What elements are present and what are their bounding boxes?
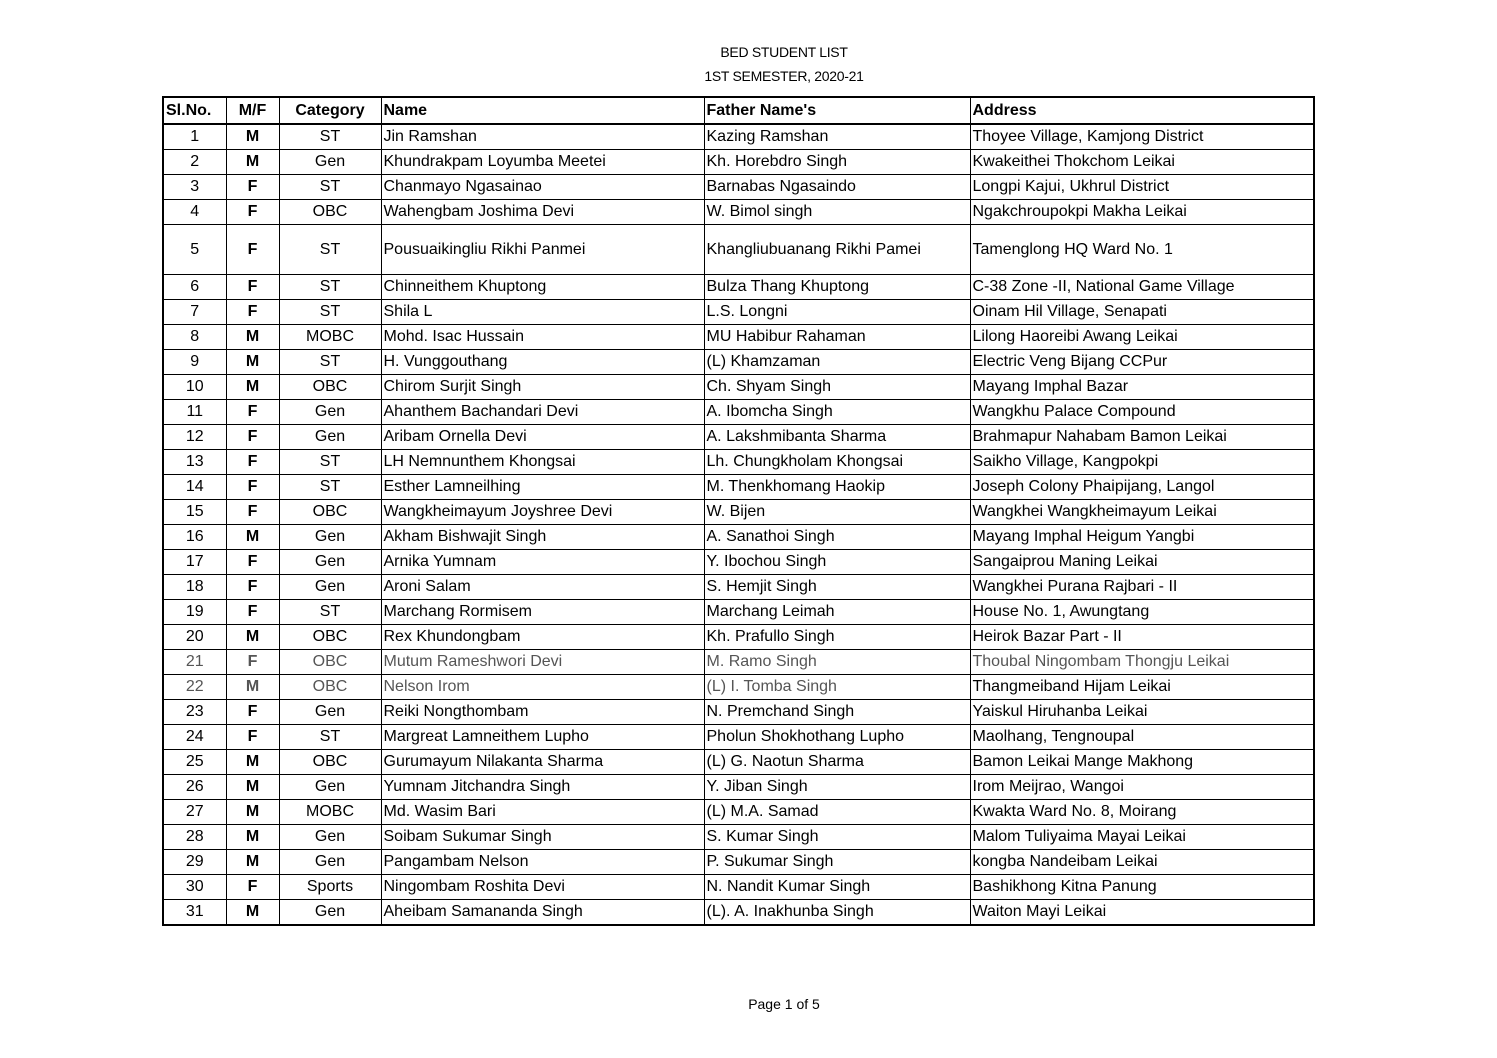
cell-address: Wangkhei Wangkheimayum Leikai: [970, 500, 1314, 525]
cell-category: MOBC: [279, 325, 381, 350]
cell-address: Mayang Imphal Bazar: [970, 375, 1314, 400]
cell-father-name: (L). A. Inakhunba Singh: [704, 900, 970, 926]
table-row: [163, 850, 1314, 875]
cell-category: OBC: [279, 200, 381, 225]
cell-category: Gen: [279, 825, 381, 850]
table-row: [163, 425, 1314, 450]
cell-category: Gen: [279, 525, 381, 550]
table-row: [163, 750, 1314, 775]
cell-category: ST: [279, 275, 381, 300]
cell-address: Sangaiprou Maning Leikai: [970, 550, 1314, 575]
table-row: [163, 500, 1314, 525]
table-row: [163, 475, 1314, 500]
cell-name: Ningombam Roshita Devi: [381, 875, 704, 900]
cell-name: Aheibam Samananda Singh: [381, 900, 704, 926]
cell-sl-no: 14: [163, 475, 226, 500]
cell-father-name: N. Premchand Singh: [704, 700, 970, 725]
cell-category: MOBC: [279, 800, 381, 825]
cell-name: Reiki Nongthombam: [381, 700, 704, 725]
cell-sex: F: [226, 500, 279, 525]
cell-sl-no: 3: [163, 175, 226, 200]
header-address: Address: [970, 97, 1314, 124]
cell-sl-no: 4: [163, 200, 226, 225]
cell-sex: F: [226, 725, 279, 750]
cell-address: Bamon Leikai Mange Makhong: [970, 750, 1314, 775]
cell-name: Aroni Salam: [381, 575, 704, 600]
cell-name: Mohd. Isac Hussain: [381, 325, 704, 350]
cell-sl-no: 12: [163, 425, 226, 450]
cell-sl-no: 7: [163, 300, 226, 325]
cell-father-name: W. Bijen: [704, 500, 970, 525]
cell-name: Soibam Sukumar Singh: [381, 825, 704, 850]
cell-sl-no: 2: [163, 150, 226, 175]
cell-address: Tamenglong HQ Ward No. 1: [970, 225, 1314, 275]
cell-category: Gen: [279, 425, 381, 450]
cell-sex: M: [226, 775, 279, 800]
table-row: [163, 300, 1314, 325]
cell-father-name: Barnabas Ngasaindo: [704, 175, 970, 200]
cell-father-name: M. Thenkhomang Haokip: [704, 475, 970, 500]
cell-sl-no: 25: [163, 750, 226, 775]
cell-sl-no: 8: [163, 325, 226, 350]
cell-name: Wangkheimayum Joyshree Devi: [381, 500, 704, 525]
cell-name: Aribam Ornella Devi: [381, 425, 704, 450]
cell-name: Esther Lamneilhing: [381, 475, 704, 500]
cell-address: Saikho Village, Kangpokpi: [970, 450, 1314, 475]
cell-address: Electric Veng Bijang CCPur: [970, 350, 1314, 375]
cell-sl-no: 20: [163, 625, 226, 650]
header-sex: M/F: [226, 97, 279, 124]
cell-address: Malom Tuliyaima Mayai Leikai: [970, 825, 1314, 850]
cell-sl-no: 30: [163, 875, 226, 900]
cell-name: LH Nemnunthem Khongsai: [381, 450, 704, 475]
cell-address: Ngakchroupokpi Makha Leikai: [970, 200, 1314, 225]
cell-address: Maolhang, Tengnoupal: [970, 725, 1314, 750]
cell-address: Longpi Kajui, Ukhrul District: [970, 175, 1314, 200]
cell-address: Brahmapur Nahabam Bamon Leikai: [970, 425, 1314, 450]
header-category: Category: [279, 97, 381, 124]
cell-address: Thoyee Village, Kamjong District: [970, 124, 1314, 150]
cell-father-name: Y. Jiban Singh: [704, 775, 970, 800]
table-row: [163, 700, 1314, 725]
cell-name: Ahanthem Bachandari Devi: [381, 400, 704, 425]
cell-father-name: Kh. Horebdro Singh: [704, 150, 970, 175]
cell-address: Mayang Imphal Heigum Yangbi: [970, 525, 1314, 550]
cell-father-name: P. Sukumar Singh: [704, 850, 970, 875]
table-row: [163, 825, 1314, 850]
cell-category: OBC: [279, 675, 381, 700]
table-row: [163, 275, 1314, 300]
cell-sex: F: [226, 475, 279, 500]
cell-name: Wahengbam Joshima Devi: [381, 200, 704, 225]
cell-address: House No. 1, Awungtang: [970, 600, 1314, 625]
cell-category: Gen: [279, 850, 381, 875]
cell-father-name: W. Bimol singh: [704, 200, 970, 225]
cell-sex: F: [226, 400, 279, 425]
cell-name: H. Vunggouthang: [381, 350, 704, 375]
table-row: [163, 200, 1314, 225]
cell-father-name: Bulza Thang Khuptong: [704, 275, 970, 300]
cell-name: Chanmayo Ngasainao: [381, 175, 704, 200]
cell-category: ST: [279, 600, 381, 625]
cell-address: C-38 Zone -II, National Game Village: [970, 275, 1314, 300]
cell-sl-no: 13: [163, 450, 226, 475]
cell-father-name: A. Sanathoi Singh: [704, 525, 970, 550]
cell-category: Gen: [279, 150, 381, 175]
cell-sex: M: [226, 350, 279, 375]
cell-name: Khundrakpam Loyumba Meetei: [381, 150, 704, 175]
cell-sl-no: 1: [163, 124, 226, 150]
cell-sl-no: 16: [163, 525, 226, 550]
cell-sex: M: [226, 525, 279, 550]
cell-name: Md. Wasim Bari: [381, 800, 704, 825]
cell-category: Gen: [279, 775, 381, 800]
cell-father-name: Y. Ibochou Singh: [704, 550, 970, 575]
cell-father-name: L.S. Longni: [704, 300, 970, 325]
cell-sex: F: [226, 575, 279, 600]
cell-name: Gurumayum Nilakanta Sharma: [381, 750, 704, 775]
cell-category: ST: [279, 175, 381, 200]
cell-sex: M: [226, 375, 279, 400]
cell-sl-no: 11: [163, 400, 226, 425]
cell-sex: M: [226, 325, 279, 350]
table-row: [163, 775, 1314, 800]
cell-category: Sports: [279, 875, 381, 900]
cell-sex: F: [226, 425, 279, 450]
cell-sex: F: [226, 200, 279, 225]
student-list-table: [162, 96, 1315, 926]
table-row: [163, 225, 1314, 275]
cell-sl-no: 10: [163, 375, 226, 400]
cell-sl-no: 24: [163, 725, 226, 750]
cell-category: ST: [279, 450, 381, 475]
cell-father-name: (L) G. Naotun Sharma: [704, 750, 970, 775]
table-row: [163, 450, 1314, 475]
cell-sex: M: [226, 750, 279, 775]
cell-name: Mutum Rameshwori Devi: [381, 650, 704, 675]
cell-sex: M: [226, 800, 279, 825]
cell-sl-no: 17: [163, 550, 226, 575]
cell-father-name: Ch. Shyam Singh: [704, 375, 970, 400]
cell-category: OBC: [279, 625, 381, 650]
cell-category: OBC: [279, 500, 381, 525]
table-row: [163, 175, 1314, 200]
cell-name: Arnika Yumnam: [381, 550, 704, 575]
cell-sl-no: 9: [163, 350, 226, 375]
cell-sex: M: [226, 850, 279, 875]
cell-address: Yaiskul Hiruhanba Leikai: [970, 700, 1314, 725]
cell-father-name: MU Habibur Rahaman: [704, 325, 970, 350]
cell-father-name: Khangliubuanang Rikhi Pamei: [704, 225, 970, 275]
cell-name: Pousuaikingliu Rikhi Panmei: [381, 225, 704, 275]
cell-category: OBC: [279, 375, 381, 400]
header-name: Name: [381, 97, 704, 124]
table-row: [163, 900, 1314, 926]
cell-category: Gen: [279, 550, 381, 575]
table-row: [163, 875, 1314, 900]
table-row: [163, 124, 1314, 150]
cell-sex: M: [226, 150, 279, 175]
table-body: [163, 124, 1314, 925]
cell-name: Rex Khundongbam: [381, 625, 704, 650]
page-number: Page 1 of 5: [748, 996, 820, 1012]
cell-father-name: A. Ibomcha Singh: [704, 400, 970, 425]
cell-sex: M: [226, 625, 279, 650]
cell-address: Irom Meijrao, Wangoi: [970, 775, 1314, 800]
cell-sl-no: 5: [163, 225, 226, 275]
table-row: [163, 375, 1314, 400]
cell-sex: F: [226, 225, 279, 275]
cell-sex: F: [226, 275, 279, 300]
cell-address: Lilong Haoreibi Awang Leikai: [970, 325, 1314, 350]
cell-address: Joseph Colony Phaipijang, Langol: [970, 475, 1314, 500]
cell-father-name: A. Lakshmibanta Sharma: [704, 425, 970, 450]
cell-sl-no: 22: [163, 675, 226, 700]
document-title: BED STUDENT LIST: [720, 44, 848, 60]
cell-father-name: S. Hemjit Singh: [704, 575, 970, 600]
cell-sex: F: [226, 300, 279, 325]
cell-name: Margreat Lamneithem Lupho: [381, 725, 704, 750]
cell-sl-no: 27: [163, 800, 226, 825]
table-row: [163, 600, 1314, 625]
cell-sl-no: 23: [163, 700, 226, 725]
cell-address: kongba Nandeibam Leikai: [970, 850, 1314, 875]
cell-father-name: Pholun Shokhothang Lupho: [704, 725, 970, 750]
cell-father-name: (L) I. Tomba Singh: [704, 675, 970, 700]
cell-category: ST: [279, 475, 381, 500]
cell-address: Wangkhu Palace Compound: [970, 400, 1314, 425]
cell-sex: M: [226, 675, 279, 700]
table-row: [163, 575, 1314, 600]
header-father-name: Father Name's: [704, 97, 970, 124]
cell-father-name: (L) Khamzaman: [704, 350, 970, 375]
table-row: [163, 675, 1314, 700]
cell-sex: M: [226, 900, 279, 926]
cell-sl-no: 19: [163, 600, 226, 625]
cell-sl-no: 26: [163, 775, 226, 800]
cell-category: ST: [279, 725, 381, 750]
cell-name: Chinneithem Khuptong: [381, 275, 704, 300]
table-row: [163, 150, 1314, 175]
table-header-row: [163, 97, 1314, 124]
cell-name: Akham Bishwajit Singh: [381, 525, 704, 550]
cell-sl-no: 31: [163, 900, 226, 926]
cell-sex: F: [226, 550, 279, 575]
table-row: [163, 725, 1314, 750]
table-row: [163, 625, 1314, 650]
cell-address: Thangmeiband Hijam Leikai: [970, 675, 1314, 700]
cell-sl-no: 21: [163, 650, 226, 675]
cell-father-name: Lh. Chungkholam Khongsai: [704, 450, 970, 475]
cell-father-name: Kh. Prafullo Singh: [704, 625, 970, 650]
cell-sex: F: [226, 700, 279, 725]
cell-category: OBC: [279, 650, 381, 675]
cell-sl-no: 15: [163, 500, 226, 525]
cell-name: Chirom Surjit Singh: [381, 375, 704, 400]
cell-name: Yumnam Jitchandra Singh: [381, 775, 704, 800]
cell-father-name: N. Nandit Kumar Singh: [704, 875, 970, 900]
header-sl-no: Sl.No.: [163, 97, 226, 124]
cell-sex: F: [226, 600, 279, 625]
cell-name: Nelson Irom: [381, 675, 704, 700]
cell-category: ST: [279, 300, 381, 325]
cell-father-name: Kazing Ramshan: [704, 124, 970, 150]
cell-sl-no: 18: [163, 575, 226, 600]
table-row: [163, 400, 1314, 425]
cell-address: Bashikhong Kitna Panung: [970, 875, 1314, 900]
cell-address: Kwakta Ward No. 8, Moirang: [970, 800, 1314, 825]
table-row: [163, 800, 1314, 825]
cell-name: Jin Ramshan: [381, 124, 704, 150]
cell-father-name: S. Kumar Singh: [704, 825, 970, 850]
cell-address: Waiton Mayi Leikai: [970, 900, 1314, 926]
table-row: [163, 350, 1314, 375]
cell-address: Kwakeithei Thokchom Leikai: [970, 150, 1314, 175]
cell-sex: M: [226, 825, 279, 850]
cell-address: Thoubal Ningombam Thongju Leikai: [970, 650, 1314, 675]
document-subtitle: 1ST SEMESTER, 2020-21: [704, 68, 864, 84]
table-row: [163, 325, 1314, 350]
cell-sex: F: [226, 875, 279, 900]
cell-address: Oinam Hil Village, Senapati: [970, 300, 1314, 325]
cell-category: ST: [279, 225, 381, 275]
cell-sex: F: [226, 175, 279, 200]
cell-sl-no: 29: [163, 850, 226, 875]
cell-category: Gen: [279, 900, 381, 926]
cell-father-name: (L) M.A. Samad: [704, 800, 970, 825]
cell-father-name: Marchang Leimah: [704, 600, 970, 625]
cell-sex: M: [226, 124, 279, 150]
cell-address: Heirok Bazar Part - II: [970, 625, 1314, 650]
cell-category: Gen: [279, 400, 381, 425]
cell-category: OBC: [279, 750, 381, 775]
cell-sex: F: [226, 650, 279, 675]
cell-category: ST: [279, 350, 381, 375]
cell-category: Gen: [279, 575, 381, 600]
cell-sl-no: 28: [163, 825, 226, 850]
cell-sl-no: 6: [163, 275, 226, 300]
table-row: [163, 650, 1314, 675]
cell-name: Shila L: [381, 300, 704, 325]
table-row: [163, 525, 1314, 550]
cell-sex: F: [226, 450, 279, 475]
cell-category: Gen: [279, 700, 381, 725]
cell-father-name: M. Ramo Singh: [704, 650, 970, 675]
cell-name: Pangambam Nelson: [381, 850, 704, 875]
table-row: [163, 550, 1314, 575]
cell-name: Marchang Rormisem: [381, 600, 704, 625]
cell-category: ST: [279, 124, 381, 150]
cell-address: Wangkhei Purana Rajbari - II: [970, 575, 1314, 600]
